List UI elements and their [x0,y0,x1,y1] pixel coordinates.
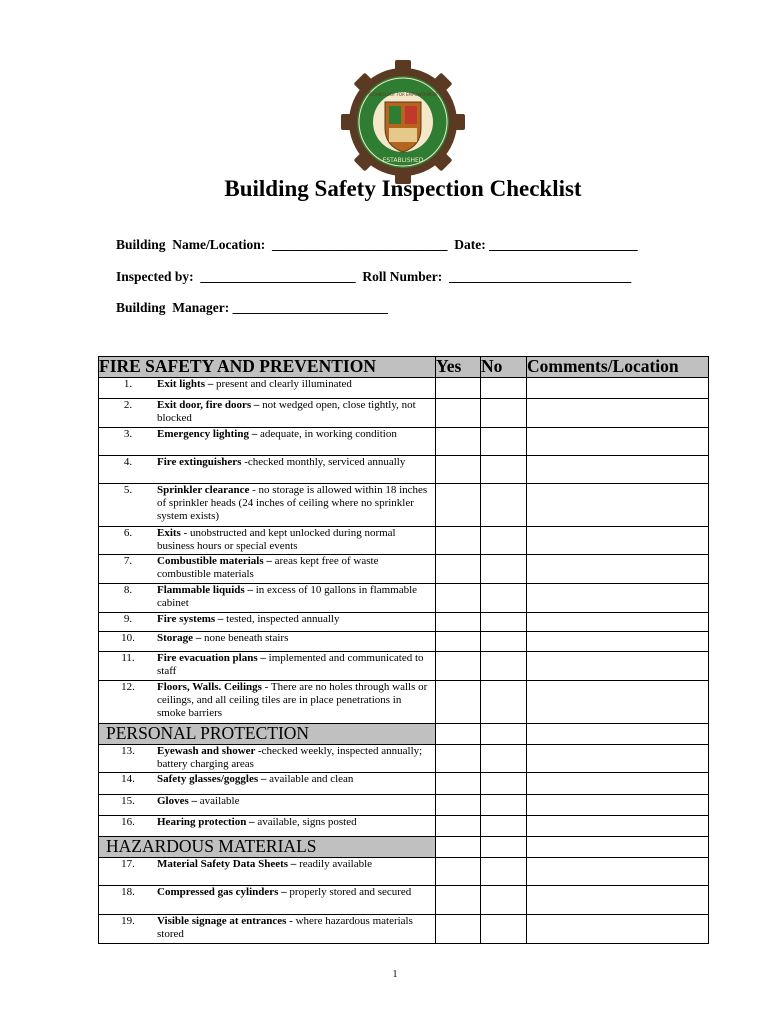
item-number: 16. [121,816,135,828]
item-description: not wedged open, close tightly, not blocked [157,399,416,424]
item-number: 7. [123,555,133,567]
checklist-row [99,632,709,652]
yes-column-header: Yes [436,357,481,378]
item-number: 1. [123,378,133,390]
item-text [157,527,429,553]
item-heading: Fire extinguishers [157,456,242,468]
item-text [157,456,429,469]
item-number: 18. [121,886,135,898]
item-text [157,378,429,391]
hazardous-materials-section-row [99,837,709,858]
item-heading: Gloves – [157,795,198,807]
no-checkbox-cell[interactable] [481,652,527,681]
item-description: checked weekly, inspected annually; battery charging areas [157,745,423,770]
checklist-row [99,378,709,399]
checklist-row [99,745,709,773]
checklist-row [99,886,709,915]
item-number: 6. [123,527,133,539]
item-number: 17. [121,858,135,870]
checklist-item [99,527,436,555]
item-number: 8. [123,584,133,596]
checklist-row [99,399,709,428]
logo-motto-text: TECHNOLOGY FOR EMPOWERMENT [367,92,439,97]
comments-cell[interactable] [527,915,709,944]
yes-checkbox-cell[interactable] [436,858,481,886]
checklist-row [99,681,709,724]
yes-checkbox-cell[interactable] [436,428,481,456]
yes-checkbox-cell[interactable] [436,915,481,944]
checklist-row [99,428,709,456]
yes-checkbox-cell[interactable] [436,773,481,795]
item-description: - unobstructed and kept unlocked during normal business hours or special events [157,527,396,552]
item-heading: Visible signage at entrances - [157,915,293,927]
item-number: 19. [121,915,135,927]
item-text [157,681,429,720]
item-text [157,795,429,808]
item-number: 15. [121,795,135,807]
yes-checkbox-cell[interactable] [436,555,481,584]
item-description: - There are no holes through walls or ceilings, and all ceiling tiles are in place penetrations in smoke barriers [157,681,428,719]
no-checkbox-cell[interactable] [481,886,527,915]
item-heading: Combustible materials – [157,555,272,567]
yes-checkbox-cell[interactable] [436,652,481,681]
comments-cell[interactable] [527,555,709,584]
no-checkbox-cell[interactable] [481,428,527,456]
no-checkbox-cell[interactable] [481,399,527,428]
yes-checkbox-cell[interactable] [436,816,481,837]
item-heading: Exits [157,527,181,539]
checklist-item [99,816,436,837]
item-number: 12. [121,681,135,693]
no-checkbox-cell[interactable] [481,456,527,484]
no-checkbox-cell[interactable] [481,795,527,816]
no-checkbox-cell[interactable] [481,613,527,632]
no-checkbox-cell[interactable] [481,915,527,944]
yes-checkbox-cell[interactable] [436,886,481,915]
comments-cell[interactable] [527,428,709,456]
item-description: -checked monthly, serviced annually [241,456,406,468]
comments-cell[interactable] [527,773,709,795]
section-title: HAZARDOUS MATERIALS [99,837,436,858]
yes-checkbox-cell[interactable] [436,456,481,484]
item-text [157,613,429,626]
yes-checkbox-cell[interactable] [436,745,481,773]
item-heading: Fire systems – [157,613,224,625]
checklist-row [99,584,709,613]
checklist-item [99,584,436,613]
no-column-header: No [481,357,527,378]
checklist-row [99,527,709,555]
checklist-row [99,773,709,795]
blank [527,837,709,858]
item-number: 9. [123,613,133,625]
item-heading: Flammable liquids – [157,584,253,596]
comments-cell[interactable] [527,745,709,773]
checklist-item [99,399,436,428]
item-text [157,652,429,678]
checklist-item [99,795,436,816]
logo-est-text: ESTABLISHED [382,157,424,164]
comments-column-header: Comments/Location [527,357,709,378]
personal-protection-section-row [99,724,709,745]
item-description: in excess of 10 gallons in flammable cabinet [157,584,418,609]
yes-checkbox-cell[interactable] [436,681,481,724]
checklist-row [99,915,709,944]
checklist-item [99,378,436,399]
item-description: available [197,795,240,807]
item-heading: Eyewash and shower - [157,745,262,757]
item-text [157,399,429,425]
no-checkbox-cell[interactable] [481,632,527,652]
item-text [157,886,429,899]
university-seal-logo [339,58,467,186]
item-description: areas kept free of waste combustible materials [157,555,379,580]
comments-cell[interactable] [527,681,709,724]
item-number: 3. [123,428,133,440]
item-number: 2. [123,399,133,411]
item-text [157,632,429,645]
no-checkbox-cell[interactable] [481,378,527,399]
document-title: Building Safety Inspection Checklist [224,176,582,201]
item-number: 11. [121,652,135,664]
page-number: 1 [392,969,398,980]
item-number: 4. [123,456,133,468]
blank [481,837,527,858]
item-heading: Emergency lighting – [157,428,258,440]
yes-checkbox-cell[interactable] [436,795,481,816]
item-description: - no storage is allowed within 18 inches of sprinkler heads (24 inches of ceiling where no sprinkler system exists) [157,484,428,522]
checklist-item [99,456,436,484]
item-description: available and clean [266,773,354,785]
no-checkbox-cell[interactable] [481,527,527,555]
item-text [157,745,429,771]
building-manager-line: Building Manager: _______________________ [116,300,388,315]
item-number: 14. [121,773,135,785]
item-text [157,555,429,581]
checklist-item [99,613,436,632]
checklist-item [99,428,436,456]
comments-cell[interactable] [527,613,709,632]
item-description: readily available [296,858,373,870]
item-number: 5. [123,484,133,496]
item-heading: Floors, Walls. Ceilings [157,681,262,693]
item-heading: Fire evacuation plans – [157,652,266,664]
checklist-item [99,652,436,681]
checklist-row [99,456,709,484]
no-checkbox-cell[interactable] [481,745,527,773]
no-checkbox-cell[interactable] [481,681,527,724]
comments-cell[interactable] [527,858,709,886]
item-heading: Material Safety Data Sheets – [157,858,297,870]
comments-cell[interactable] [527,484,709,527]
comments-cell[interactable] [527,456,709,484]
comments-cell[interactable] [527,378,709,399]
checklist-item [99,632,436,652]
yes-checkbox-cell[interactable] [436,584,481,613]
item-heading: Storage – [157,632,202,644]
checklist-row [99,555,709,584]
yes-checkbox-cell[interactable] [436,399,481,428]
checklist-item [99,681,436,724]
item-number: 10. [121,632,135,644]
item-text [157,584,429,610]
item-description: adequate, in working condition [257,428,397,440]
yes-checkbox-cell[interactable] [436,378,481,399]
comments-cell[interactable] [527,399,709,428]
blank [436,837,481,858]
item-description: none beneath stairs [201,632,289,644]
item-text [157,915,429,941]
item-text [157,484,429,523]
comments-cell[interactable] [527,584,709,613]
blank [436,724,481,745]
item-heading: Compressed gas cylinders – [157,886,287,898]
checklist-item [99,745,436,773]
item-text [157,816,429,829]
section-header: FIRE SAFETY AND PREVENTION [99,357,436,378]
no-checkbox-cell[interactable] [481,816,527,837]
yes-checkbox-cell[interactable] [436,484,481,527]
item-description: where hazardous materials stored [157,915,413,940]
no-checkbox-cell[interactable] [481,858,527,886]
comments-cell[interactable] [527,886,709,915]
checklist-row [99,613,709,632]
checklist-item [99,915,436,944]
inspected-by-roll-line: Inspected by: _______________________ Roll Number: ___________________________ [116,269,632,284]
checklist-row [99,652,709,681]
no-checkbox-cell[interactable] [481,555,527,584]
inspection-checklist-table [98,356,709,944]
blank [481,724,527,745]
no-checkbox-cell[interactable] [481,484,527,527]
item-description: present and clearly illuminated [213,378,352,390]
item-description: tested, inspected annually [223,613,340,625]
item-text [157,428,429,441]
item-heading: Hearing protection – [157,816,255,828]
item-heading: Exit door, fire doors – [157,399,260,411]
yes-checkbox-cell[interactable] [436,632,481,652]
building-name-date-line: Building Name/Location: __________________________ Date: ______________________ [116,237,638,252]
checklist-item [99,484,436,527]
item-description: implemented and communicated to staff [157,652,424,677]
checklist-item [99,555,436,584]
no-checkbox-cell[interactable] [481,773,527,795]
item-heading: Safety glasses/goggles – [157,773,267,785]
comments-cell[interactable] [527,816,709,837]
comments-cell[interactable] [527,652,709,681]
checklist-row [99,816,709,837]
fire-safety-header-row [99,357,709,378]
comments-cell[interactable] [527,632,709,652]
checklist-row [99,795,709,816]
item-text [157,773,429,786]
no-checkbox-cell[interactable] [481,584,527,613]
checklist-item [99,773,436,795]
comments-cell[interactable] [527,795,709,816]
item-description: properly stored and secured [286,886,412,898]
item-number: 13. [121,745,135,757]
checklist-item [99,858,436,886]
section-title: PERSONAL PROTECTION [99,724,436,745]
item-text [157,858,429,871]
yes-checkbox-cell[interactable] [436,527,481,555]
comments-cell[interactable] [527,527,709,555]
checklist-item [99,886,436,915]
item-description: available, signs posted [254,816,357,828]
item-heading: Exit lights – [157,378,214,390]
checklist-row [99,858,709,886]
blank [527,724,709,745]
yes-checkbox-cell[interactable] [436,613,481,632]
item-heading: Sprinkler clearance [157,484,250,496]
checklist-row [99,484,709,527]
